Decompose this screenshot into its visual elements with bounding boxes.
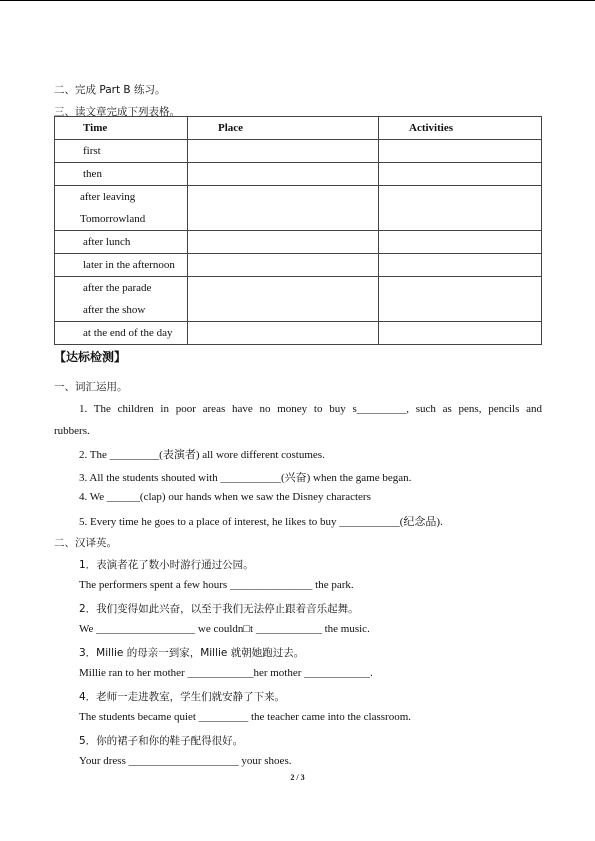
time-cell: after lunch [55,231,188,254]
table-header-row [55,117,542,140]
vocab-q1-line1: 1. The children in poor areas have no money to buy s_________, such as pens, pencils and [79,403,542,415]
translate-item-cn: 1．表演者花了数小时游行通过公园。 [79,559,254,571]
test-heading: 【达标检测】 [54,350,127,364]
time-cell: then [55,163,188,186]
place-cell [188,277,379,322]
place-cell [188,163,379,186]
translate-item-cn: 5．你的裙子和你的鞋子配得很好。 [79,735,244,747]
reading-table [54,116,542,345]
header-activities: Activities [379,117,542,140]
header-time: Time [55,117,188,140]
time-cell: at the end of the day [55,322,188,345]
activities-cell [379,277,542,322]
vocab-q5: 5. Every time he goes to a place of interest, he likes to buy ___________(纪念品). [79,516,443,528]
place-cell [188,231,379,254]
place-cell [188,254,379,277]
translate-item-en: Your dress ____________________ your shoes. [79,755,292,767]
translate-item-en: Millie ran to her mother ____________her mother ____________. [79,667,373,679]
time-line: after the show [83,304,146,316]
vocab-q4: 4. We ______(clap) our hands when we saw the Disney characters [79,491,371,503]
table-row [55,231,542,254]
translate-item-en: The students became quiet _________ the teacher came into the classroom. [79,711,412,723]
place-cell [188,322,379,345]
time-cell [55,277,188,322]
section-2-title: 二、完成 Part B 练习。 [54,84,166,96]
activities-cell [379,254,542,277]
time-cell: later in the afternoon [55,254,188,277]
table-row [55,322,542,345]
section-3-title: 三、读文章完成下列表格。 [54,106,180,118]
translate-item-en: We __________________ we couldn□t ____________ the music. [79,623,370,635]
translate-item-cn: 3．Millie 的母亲一到家，Millie 就朝她跑过去。 [79,647,305,659]
vocab-title: 一、词汇运用。 [54,381,128,393]
vocab-q2: 2. The _________(表演者) all wore different costumes. [79,449,325,461]
time-cell [55,186,188,231]
table-row [55,140,542,163]
place-cell [188,140,379,163]
time-line: Tomorrowland [80,213,146,225]
activities-cell [379,231,542,254]
translate-item-cn: 2．我们变得如此兴奋，以至于我们无法停止跟着音乐起舞。 [79,603,359,615]
activities-cell [379,163,542,186]
table-row [55,186,542,231]
vocab-q3: 3. All the students shouted with ___________(兴奋) when the game began. [79,472,412,484]
time-cell: first [55,140,188,163]
activities-cell [379,322,542,345]
table-row [55,163,542,186]
vocab-q1-line2: rubbers. [54,425,90,437]
translate-title: 二、汉译英。 [54,537,117,549]
table-row [55,277,542,322]
activities-cell [379,140,542,163]
header-place: Place [188,117,379,140]
time-line: after leaving [80,191,136,203]
translate-item-cn: 4．老师一走进教室，学生们就安静了下来。 [79,691,286,703]
translate-item-en: The performers spent a few hours _______________ the park. [79,579,354,591]
page-top-rule [0,0,595,1]
activities-cell [379,186,542,231]
place-cell [188,186,379,231]
table-row [55,254,542,277]
time-line: after the parade [83,282,152,294]
page-number: 2 / 3 [290,773,305,782]
